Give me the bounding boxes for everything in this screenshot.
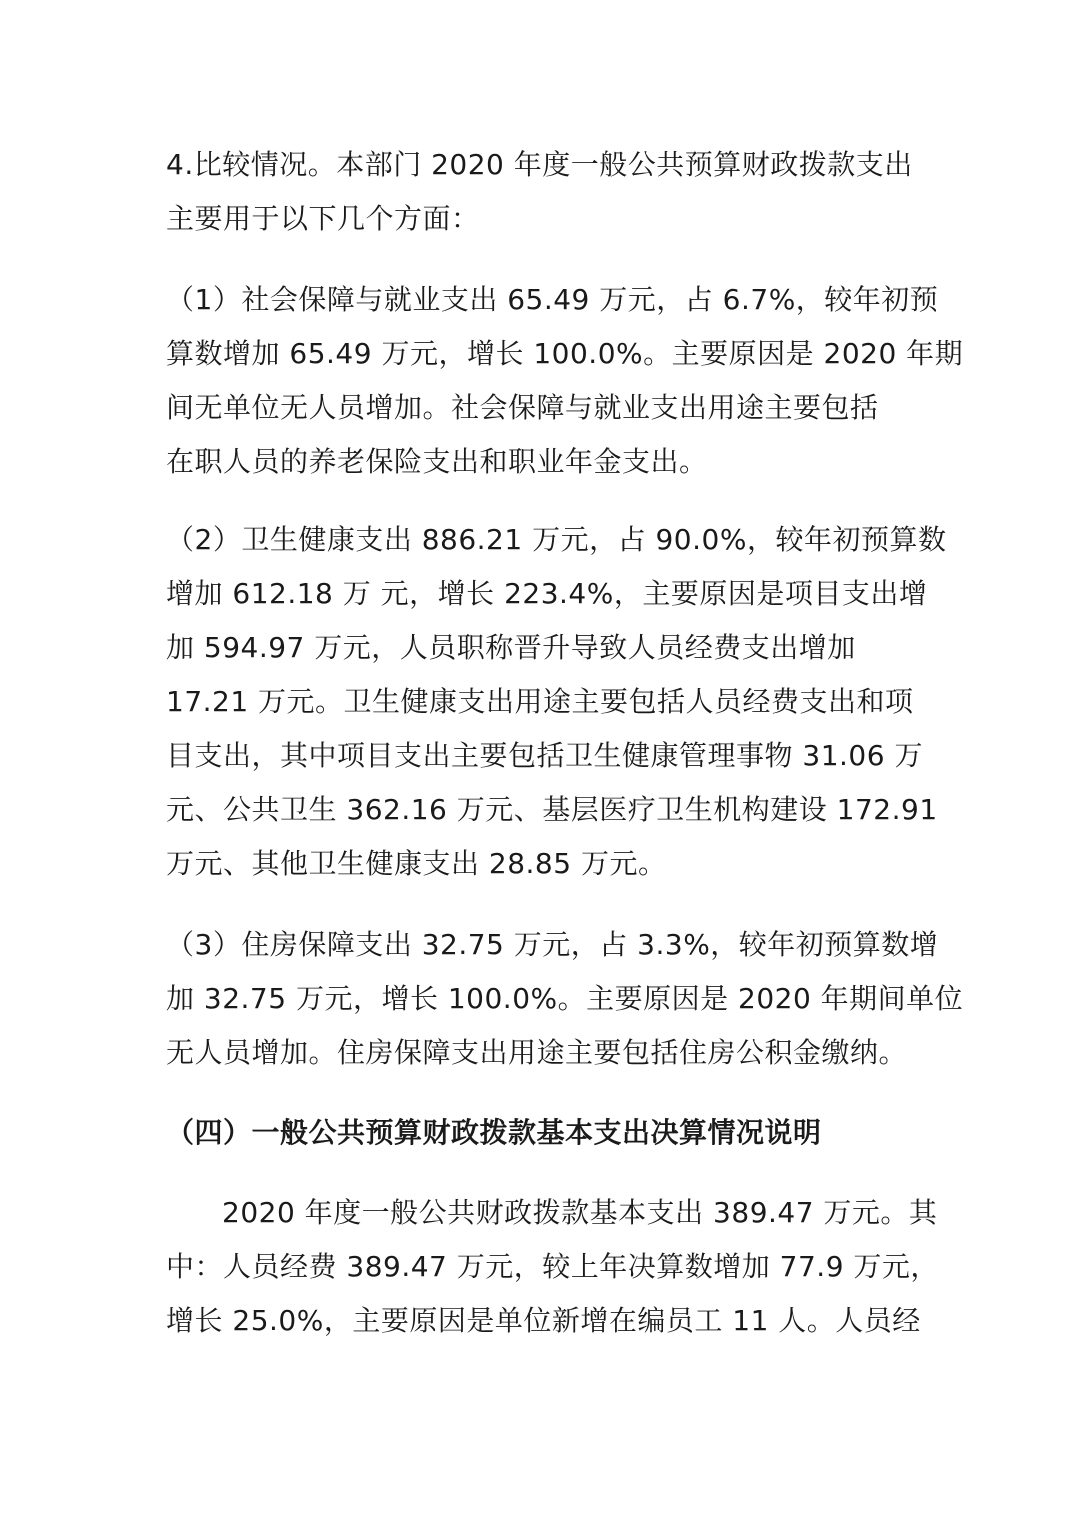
- text-line: 加 32.75 万元，增长 100.0%。主要原因是 2020 年期间单位: [166, 982, 964, 1015]
- text-line: 在职人员的养老保险支出和职业年金支出。: [166, 445, 708, 478]
- text-line: 增长 25.0%，主要原因是单位新增在编员工 11 人。人员经: [166, 1304, 921, 1337]
- text-line: 间无单位无人员增加。社会保障与就业支出用途主要包括: [166, 391, 879, 424]
- text-line: 17.21 万元。卫生健康支出用途主要包括人员经费支出和项: [166, 685, 914, 718]
- text-line: 无人员增加。住房保障支出用途主要包括住房公积金缴纳。: [166, 1036, 908, 1069]
- text-line: 加 594.97 万元，人员职称晋升导致人员经费支出增加: [166, 631, 856, 664]
- text-line: （2）卫生健康支出 886.21 万元，占 90.0%，较年初预算数: [166, 523, 947, 556]
- text-line: 主要用于以下几个方面：: [166, 202, 480, 235]
- text-line: 元、公共卫生 362.16 万元、基层医疗卫生机构建设 172.91: [166, 793, 938, 826]
- text-line: （1）社会保障与就业支出 65.49 万元，占 6.7%，较年初预: [166, 283, 939, 316]
- text-line: 中：人员经费 389.47 万元，较上年决算数增加 77.9 万元，: [166, 1250, 939, 1283]
- text-line: 算数增加 65.49 万元，增长 100.0%。主要原因是 2020 年期: [166, 337, 964, 370]
- text-line: （3）住房保障支出 32.75 万元，占 3.3%，较年初预算数增: [166, 928, 939, 961]
- section-heading: （四）一般公共预算财政拨款基本支出决算情况说明: [166, 1116, 822, 1149]
- text-line: 增加 612.18 万 元，增长 223.4%，主要原因是项目支出增: [166, 577, 928, 610]
- text-line: 目支出，其中项目支出主要包括卫生健康管理事物 31.06 万: [166, 739, 923, 772]
- text-line: 4.比较情况。本部门 2020 年度一般公共预算财政拨款支出: [166, 148, 913, 181]
- text-line: 2020 年度一般公共财政拨款基本支出 389.47 万元。其: [222, 1196, 938, 1229]
- text-line: 万元、其他卫生健康支出 28.85 万元。: [166, 847, 667, 880]
